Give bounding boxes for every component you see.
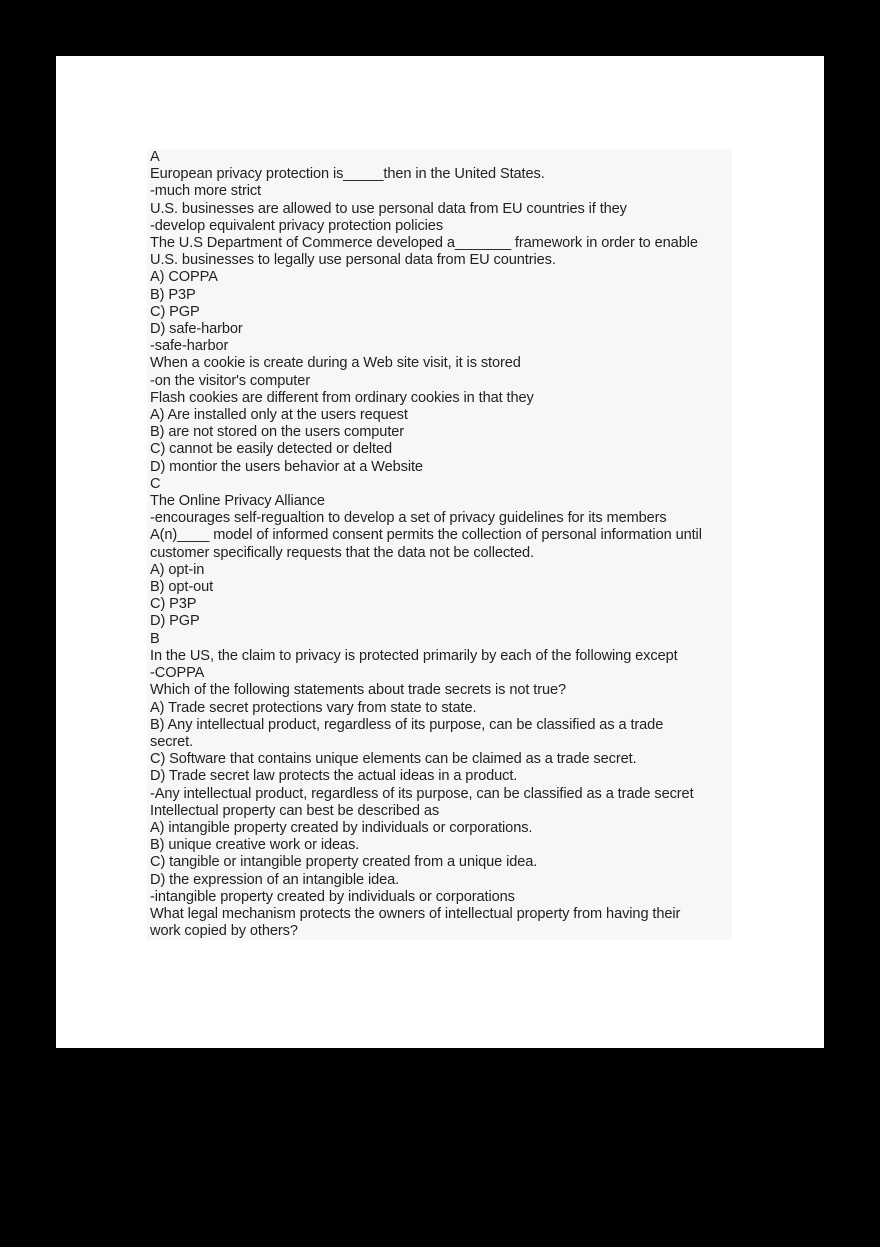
text-line: A xyxy=(150,149,160,165)
text-line: C) P3P xyxy=(150,596,197,613)
text-line: C) tangible or intangible property created from a unique idea. xyxy=(150,854,538,871)
text-line: Which of the following statements about trade secrets is not true? xyxy=(150,682,567,699)
text-line: When a cookie is create during a Web site visit, it is stored xyxy=(150,355,521,372)
text-line: D) the expression of an intangible idea. xyxy=(150,871,400,888)
text-line: What legal mechanism protects the owners of intellectual property from having their xyxy=(150,905,681,922)
text-line: A) opt-in xyxy=(150,561,205,578)
text-line: C xyxy=(150,475,161,492)
text-line: -Any intellectual product, regardless of its purpose, can be classified as a trade secret xyxy=(150,785,694,802)
text-line: U.S. businesses are allowed to use personal data from EU countries if they xyxy=(150,200,627,217)
text-line: B) are not stored on the users computer xyxy=(150,424,405,441)
text-lines xyxy=(150,149,702,940)
text-line: customer specifically requests that the data not be collected. xyxy=(150,544,534,561)
text-line: D) montior the users behavior at a Website xyxy=(150,458,423,475)
text-line: C) Software that contains unique elements can be claimed as a trade secret. xyxy=(150,751,637,768)
text-line: The Online Privacy Alliance xyxy=(150,493,325,510)
text-line: -much more strict xyxy=(150,183,262,200)
text-line: A(n)____ model of informed consent permits the collection of personal information until xyxy=(150,527,702,544)
text-line: -intangible property created by individuals or corporations xyxy=(150,888,515,905)
text-line: B) Any intellectual product, regardless of its purpose, can be classified as a trade xyxy=(150,716,664,733)
text-line: The U.S Department of Commerce developed a_______ framework in order to enable xyxy=(150,235,698,252)
text-line: -COPPA xyxy=(150,665,205,682)
text-line: -on the visitor's computer xyxy=(150,372,310,389)
text-content-box xyxy=(147,149,732,940)
text-line: D) PGP xyxy=(150,613,200,630)
text-line: C) cannot be easily detected or delted xyxy=(150,441,393,458)
text-line: In the US, the claim to privacy is protected primarily by each of the following except xyxy=(150,647,678,664)
text-line: European privacy protection is_____then in the United States. xyxy=(150,166,545,183)
document-page xyxy=(56,56,824,1048)
text-line: C) PGP xyxy=(150,303,200,320)
text-line: U.S. businesses to legally use personal data from EU countries. xyxy=(150,252,556,269)
text-line: A) Are installed only at the users request xyxy=(150,407,408,424)
text-line: -encourages self-regualtion to develop a set of privacy guidelines for its members xyxy=(150,510,667,527)
text-line: B) opt-out xyxy=(150,579,214,596)
text-line: secret. xyxy=(150,733,194,750)
text-line: D) Trade secret law protects the actual ideas in a product. xyxy=(150,768,518,785)
text-line: work copied by others? xyxy=(150,923,298,940)
text-line: Intellectual property can best be described as xyxy=(150,802,440,819)
text-line: A) COPPA xyxy=(150,269,218,286)
text-line: B) P3P xyxy=(150,286,196,303)
text-line: -safe-harbor xyxy=(150,338,229,355)
text-line: D) safe-harbor xyxy=(150,321,243,338)
text-line: A) Trade secret protections vary from state to state. xyxy=(150,699,477,716)
text-line: B) unique creative work or ideas. xyxy=(150,837,360,854)
text-line: Flash cookies are different from ordinary cookies in that they xyxy=(150,389,534,406)
text-line: -develop equivalent privacy protection policies xyxy=(150,217,444,234)
text-line: B xyxy=(150,630,160,647)
text-line: A) intangible property created by individuals or corporations. xyxy=(150,819,533,836)
